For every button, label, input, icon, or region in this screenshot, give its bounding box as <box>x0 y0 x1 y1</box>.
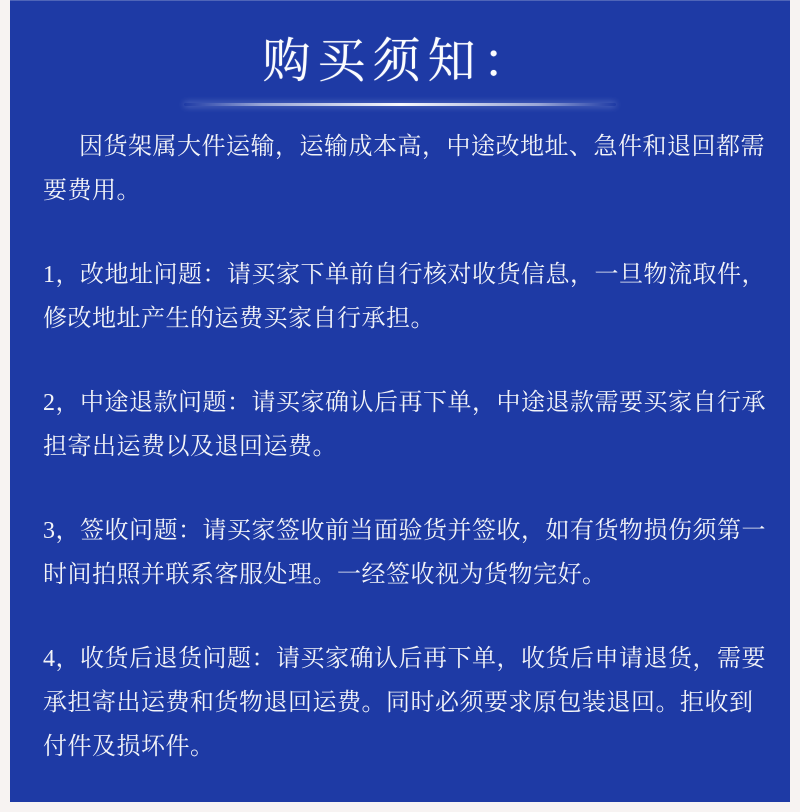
notice-item-return-after-receipt: 4，收货后退货问题：请买家确认后再下单，收货后申请退货，需要承担寄出运费和货物退回运费。同时必须要求原包装退回。拒收到付件及损坏件。 <box>43 646 766 760</box>
notice-header <box>10 1 790 106</box>
title-divider <box>184 103 616 106</box>
notice-title: 购买须知： <box>262 35 538 88</box>
notice-item-mid-transit-refund: 2，中途退款问题：请买家确认后再下单，中途退款需要买家自行承担寄出运费以及退回运费。 <box>43 390 766 460</box>
notice-intro: 因货架属大件运输，运输成本高，中途改地址、急件和退回都需要费用。 <box>43 134 765 204</box>
notice-body <box>10 125 790 769</box>
notice-item-sign-for-goods: 3，签收问题：请买家签收前当面验货并签收，如有货物损伤须第一时间拍照并联系客服处理。一经签收视为货物完好。 <box>43 518 766 588</box>
notice-item-address-change: 1，改地址问题：请买家下单前自行核对收货信息，一旦物流取件，修改地址产生的运费买家自行承担。 <box>43 262 766 332</box>
purchase-notice-panel <box>10 0 790 802</box>
